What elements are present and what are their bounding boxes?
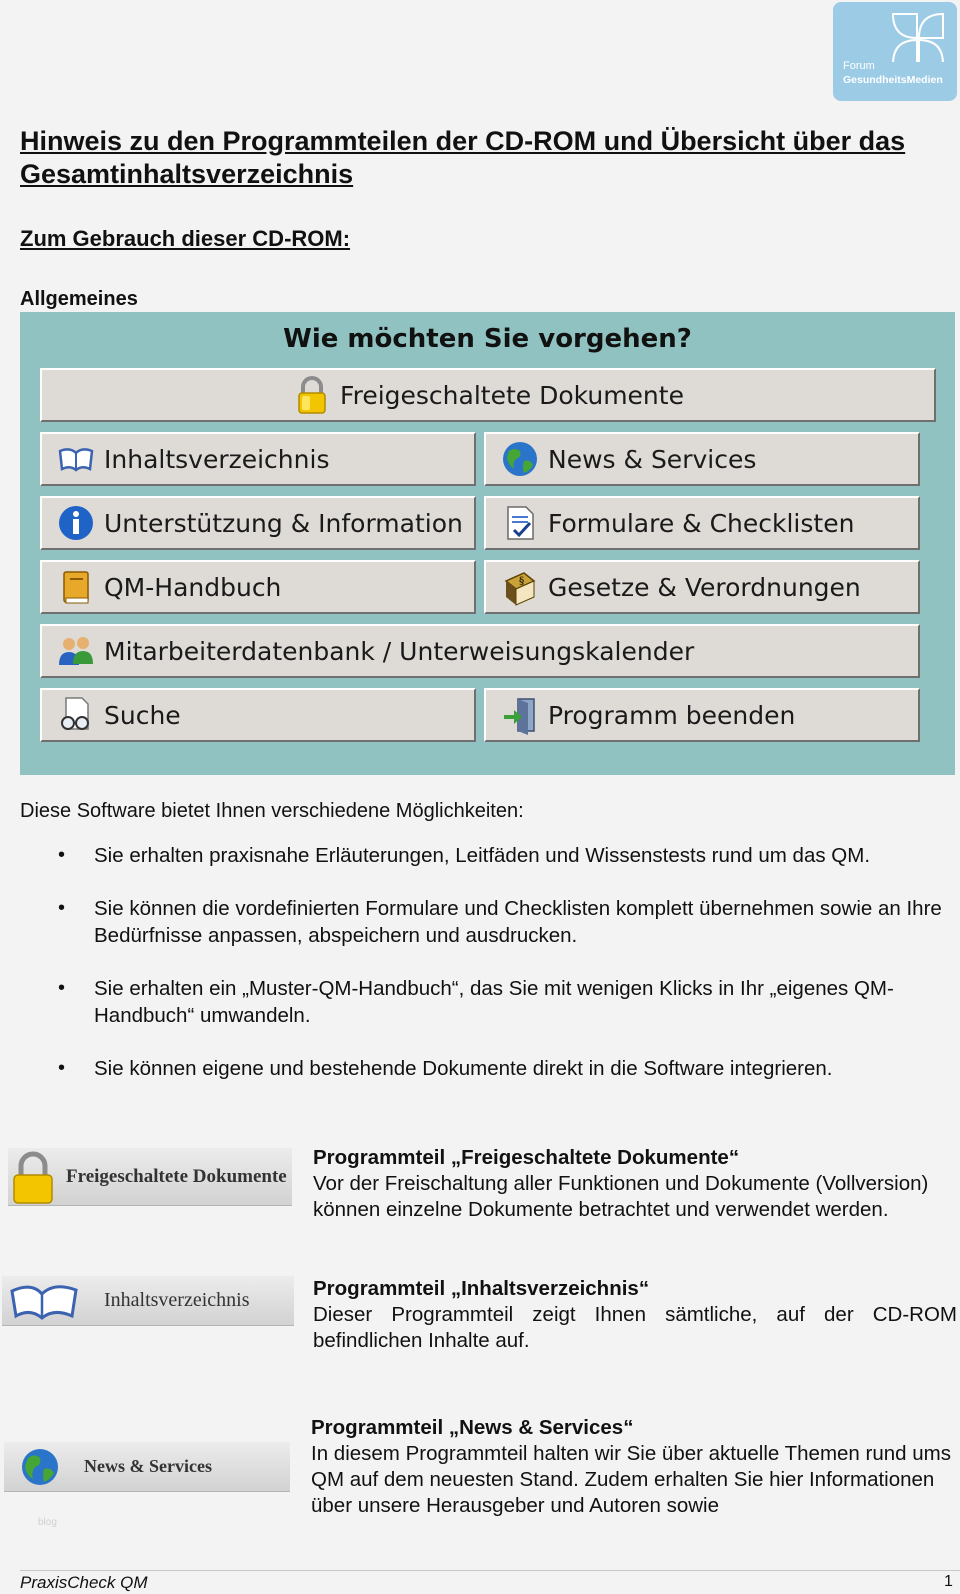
qm-handbuch-button[interactable]	[40, 560, 476, 614]
part-heading: Programmteil „Freigeschaltete Dokumente“	[313, 1146, 740, 1169]
exit-door-icon	[500, 695, 540, 735]
part-heading: Programmteil „News & Services“	[311, 1416, 634, 1439]
list-item: • Sie können eigene und bestehende Dokumente direkt in die Software integrieren.	[20, 1055, 960, 1082]
employees-icon	[56, 631, 96, 671]
gesetze-verordnungen-label: Gesetze & Verordnungen	[548, 572, 861, 602]
footer-divider	[20, 1570, 960, 1571]
list-item: • Sie erhalten praxisnahe Erläuterungen, Leitfäden und Wissenstests rund um das QM.	[20, 842, 960, 869]
section-subtitle: Zum Gebrauch dieser CD-ROM:	[20, 226, 351, 251]
programm-beenden-button[interactable]	[484, 688, 920, 742]
law-book-icon	[500, 567, 540, 607]
part-description: In diesem Programmteil halten wir Sie über aktuelle Themen rund ums QM auf dem neuesten Stand. Zudem erhalten Sie hier Informationen über unsere Herausgeber und Autoren sowie	[311, 1442, 951, 1517]
menu-screenshot	[20, 312, 955, 775]
form-checklist-icon	[500, 503, 540, 543]
part-description: Vor der Freischaltung aller Funktionen und Dokumente (Vollversion) können einzelne Dokumente betrachtet und verwendet werden.	[313, 1172, 929, 1221]
padlock-icon	[8, 1148, 58, 1206]
page-title: Hinweis zu den Programmteilen der CD-ROM und Übersicht über das Gesamtinhaltsverzeichnis	[20, 126, 906, 189]
globe-icon	[4, 1442, 70, 1492]
thumbnail-label: Inhaltsverzeichnis	[104, 1289, 250, 1311]
unterstuetzung-information-label: Unterstützung & Information	[104, 508, 463, 538]
part-description: Dieser Programmteil zeigt Ihnen sämtliche, auf der CD-ROM befindlichen Inhalte auf.	[313, 1303, 957, 1352]
unterstuetzung-information-button[interactable]	[40, 496, 476, 550]
part-news-services	[311, 1415, 957, 1519]
menu-title: Wie möchten Sie vorgehen?	[283, 324, 692, 354]
thumbnail-label: Freigeschaltete Dokumente	[66, 1165, 287, 1187]
logo-line-2: GesundheitsMedien	[843, 74, 943, 86]
logo-line-1: Forum	[843, 60, 875, 72]
info-icon	[56, 503, 96, 543]
search-document-icon	[56, 695, 96, 735]
globe-icon	[500, 439, 540, 479]
part-inhaltsverzeichnis	[313, 1276, 957, 1354]
qm-handbuch-label: QM-Handbuch	[104, 572, 282, 602]
footer-title: PraxisCheck QM	[20, 1573, 148, 1592]
part-freigeschaltete-dokumente	[313, 1145, 933, 1223]
thumbnail-label: News & Services	[84, 1456, 212, 1476]
intro-text: Diese Software bietet Ihnen verschiedene Möglichkeiten:	[20, 800, 524, 822]
suche-label: Suche	[104, 700, 181, 730]
list-item: • Sie erhalten ein „Muster-QM-Handbuch“, das Sie mit wenigen Klicks in Ihr „eigenes QM-Handbuch“ umwandeln.	[20, 975, 960, 1029]
page-number: 1	[944, 1573, 953, 1590]
padlock-icon	[292, 375, 332, 415]
list-item: • Sie können die vordefinierten Formulare und Checklisten komplett übernehmen sowie an Ihre Bedürfnisse anpassen, abspeichern und ausdrucken.	[20, 895, 960, 949]
mitarbeiterdatenbank-label: Mitarbeiterdatenbank / Unterweisungskalender	[104, 636, 695, 666]
handbook-icon	[56, 567, 96, 607]
logo-petals-icon	[833, 2, 957, 62]
formulare-checklisten-label: Formulare & Checklisten	[548, 508, 855, 538]
gesetze-verordnungen-button[interactable]	[484, 560, 920, 614]
inhaltsverzeichnis-label: Inhaltsverzeichnis	[104, 444, 330, 474]
features-list	[20, 842, 960, 1108]
part-heading: Programmteil „Inhaltsverzeichnis“	[313, 1277, 650, 1300]
freigeschaltete-dokumente-button[interactable]	[40, 368, 936, 422]
news-services-button[interactable]	[484, 432, 920, 486]
inhaltsverzeichnis-button[interactable]	[40, 432, 476, 486]
svg-text:§: §	[519, 576, 525, 587]
forum-gesundheitsmedien-logo	[833, 2, 957, 101]
section-label: Allgemeines	[20, 288, 138, 310]
suche-button[interactable]	[40, 688, 476, 742]
watermark-text: blog	[38, 1517, 57, 1528]
freigeschaltete-dokumente-label: Freigeschaltete Dokumente	[340, 380, 684, 410]
mitarbeiterdatenbank-button[interactable]	[40, 624, 920, 678]
news-services-thumbnail	[4, 1442, 290, 1492]
open-book-icon	[56, 439, 96, 479]
freigeschaltete-dokumente-thumbnail	[8, 1148, 292, 1206]
formulare-checklisten-button[interactable]	[484, 496, 920, 550]
inhaltsverzeichnis-thumbnail	[2, 1276, 294, 1326]
programm-beenden-label: Programm beenden	[548, 700, 796, 730]
news-services-label: News & Services	[548, 444, 757, 474]
open-book-icon	[2, 1276, 84, 1326]
